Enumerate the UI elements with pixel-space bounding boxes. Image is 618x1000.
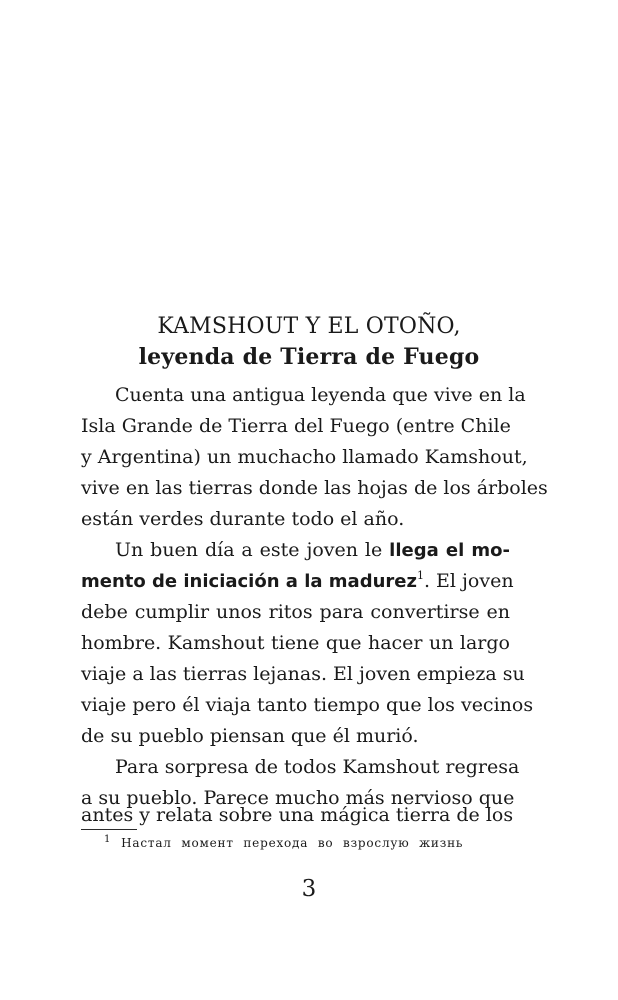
paragraph-1-line-5: están verdes durante todo el año. — [81, 508, 405, 530]
paragraph-2-line-7: de su pueblo piensan que él murió. — [81, 725, 419, 747]
footnote — [104, 836, 463, 850]
paragraph-3-line-3: antes y relata sobre una mágica tierra de los — [81, 804, 514, 826]
paragraph-2-line-1-plain: Un buen día a este joven le — [115, 539, 383, 561]
chapter-subtitle: leyenda de Tierra de Fuego — [138, 344, 480, 370]
paragraph-2-line-5: viaje a las tierras lejanas. El joven empieza su — [81, 663, 525, 685]
chapter-title: KAMSHOUT Y EL OTOÑO, — [157, 314, 461, 339]
paragraph-1-line-3: y Argentina) un muchacho llamado Kamshout, — [81, 446, 528, 468]
paragraph-2-line-6: viaje pero él viaja tanto tiempo que los vecinos — [81, 694, 534, 716]
paragraph-2-line-3: debe cumplir unos ritos para convertirse en — [81, 601, 510, 623]
footnote-text: Настал момент перехода во взрослую жизнь — [121, 836, 464, 850]
page-number: 3 — [301, 876, 317, 902]
footnote-reference: 1 — [416, 569, 424, 582]
paragraph-2-line-1 — [115, 540, 510, 561]
paragraph-2-line-2-plain: . El joven — [423, 570, 514, 592]
paragraph-2-line-2-bold: mento de iniciación a la madurez — [81, 571, 417, 592]
paragraph-3-line-2: a su pueblo. Parece mucho más nervioso que — [81, 787, 515, 809]
paragraph-2-line-1-bold: llega el mo- — [389, 540, 510, 561]
paragraph-1-line-1: Cuenta una antigua leyenda que vive en la — [115, 384, 526, 406]
paragraph-1-line-2: Isla Grande de Tierra del Fuego (entre Chile — [81, 415, 511, 437]
paragraph-2-line-2 — [81, 569, 514, 594]
footnote-divider — [81, 829, 137, 830]
paragraph-1-line-4: vive en las tierras donde las hojas de los árboles — [81, 477, 548, 499]
paragraph-2-line-4: hombre. Kamshout tiene que hacer un largo — [81, 632, 510, 654]
paragraph-3-line-1: Para sorpresa de todos Kamshout regresa — [115, 756, 520, 778]
footnote-mark: 1 — [104, 834, 112, 845]
